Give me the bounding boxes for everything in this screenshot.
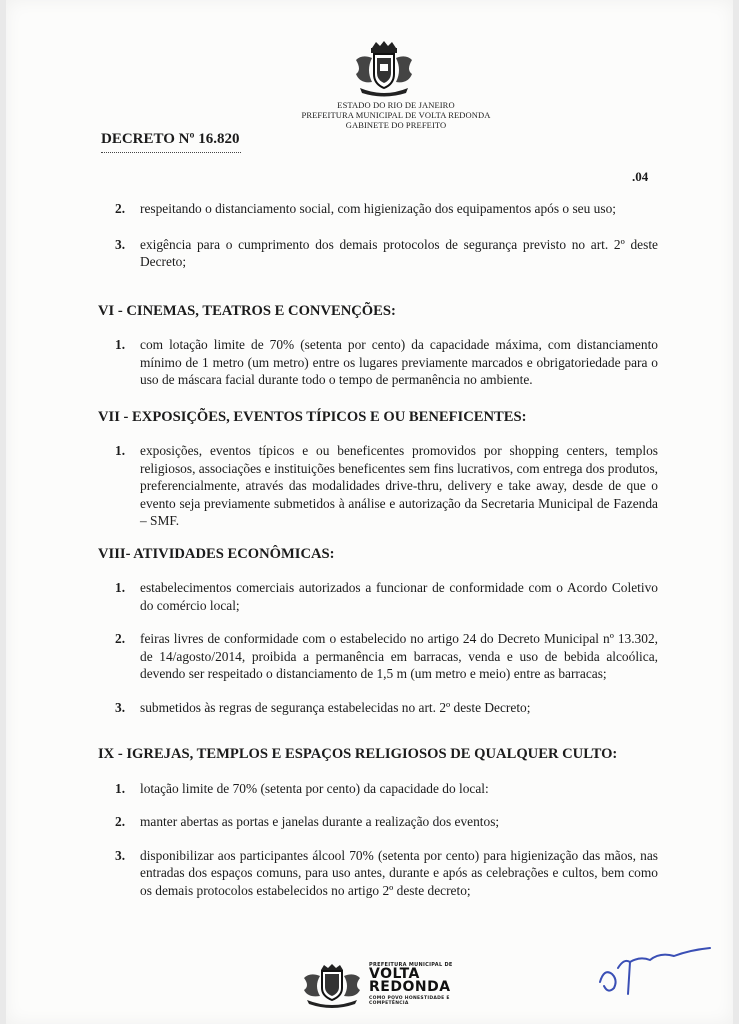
letterhead (246, 100, 546, 130)
item-text: feiras livres de conformidade com o estabelecido no artigo 24 do Decreto Municipal nº 13.302, de 14/agosto/2014, proibida a permanência em barracas, venda e uso de bebida alcoólica, devendo ser respeitado o distanciamento de 1,5 m (um metro e meio) entre as barracas; (140, 631, 658, 681)
item-text: lotação limite de 70% (setenta por cento) da capacidade do local: (140, 780, 489, 796)
footer-redonda: REDONDA (369, 979, 451, 995)
footer-small-top: PREFEITURA MUNICIPAL DE (369, 962, 453, 968)
section-heading-vi: VI - CINEMAS, TEATROS E CONVENÇÕES: (98, 302, 396, 319)
footer-volta: VOLTA (369, 966, 420, 982)
item-text: manter abertas as portas e janelas durante a realização dos eventos; (140, 814, 500, 829)
letterhead-prefecture: PREFEITURA MUNICIPAL DE VOLTA REDONDA (301, 110, 491, 120)
item-text: exposições, eventos típicos e ou beneficentes promovidos por shopping centers, templos religiosos, associações e instituições beneficentes sem fins lucrativos, com entrega dos produtos, preferencialmente, através das modalidades drive-thru, delivery e take away, desde de que o evento seja previamente submetidos à análise e autorização da Secretaria Municipal de Fazenda – SMF. (140, 443, 658, 528)
letterhead-office: GABINETE DO PREFEITO (345, 120, 447, 130)
list-item (98, 200, 658, 218)
list-item (98, 579, 658, 614)
item-number: 1. (115, 337, 126, 352)
item-number: 3. (115, 699, 126, 715)
list-item (98, 813, 658, 831)
list-item (98, 780, 658, 798)
item-number: 1. (115, 443, 126, 458)
coat-of-arms-icon (352, 40, 416, 98)
list-item (98, 236, 658, 271)
section-heading-viii: VIII- ATIVIDADES ECONÔMICAS: (98, 545, 335, 562)
item-text: submetidos às regras de segurança estabelecidas no art. 2º deste Decreto; (140, 699, 531, 715)
footer-crest-icon (301, 964, 363, 1008)
item-number: 3. (115, 236, 126, 252)
list-item (98, 336, 658, 389)
item-text: disponibilizar aos participantes álcool 70% (setenta por cento) para higienização das mãos, nas entradas dos espaços comuns, para uso antes, durante e após as celebrações e cultos, bem como os demais protocolos estabelecidos no artigo 2º deste decreto; (140, 847, 658, 898)
item-number: 3. (115, 847, 126, 863)
list-item (98, 442, 658, 530)
item-number: 2. (115, 201, 126, 216)
list-item (98, 699, 658, 717)
decree-title: DECRETO Nº 16.820 (101, 131, 240, 147)
page-number: .04 (632, 169, 649, 184)
section-heading-ix: IX - IGREJAS, TEMPLOS E ESPAÇOS RELIGIOSOS DE QUALQUER CULTO: (98, 746, 618, 762)
signature-icon (594, 938, 714, 998)
footer-tagline: COMO POVO HONESTIDADE E COMPETÊNCIA (369, 996, 450, 1006)
item-text: respeitando o distanciamento social, com higienização dos equipamentos após o seu uso; (140, 201, 616, 216)
document-page (6, 0, 733, 1024)
list-item (98, 630, 658, 683)
decree-title-underline (101, 152, 241, 153)
item-text: exigência para o cumprimento dos demais protocolos de segurança previsto no art. 2º deste Decreto; (140, 236, 658, 269)
item-number: 2. (115, 814, 126, 829)
list-item (98, 847, 658, 900)
item-text: estabelecimentos comerciais autorizados a funcionar de conformidade com o Acordo Coletivo do comércio local; (140, 580, 658, 613)
decree-body (98, 200, 658, 899)
item-number: 1. (115, 580, 126, 595)
item-number: 1. (115, 780, 126, 796)
section-heading-vii: VII - EXPOSIÇÕES, EVENTOS TÍPICOS E OU BENEFICENTES: (98, 408, 527, 425)
letterhead-state: ESTADO DO RIO DE JANEIRO (337, 100, 455, 110)
item-number: 2. (115, 631, 126, 646)
footer-wordmark (369, 962, 487, 1006)
item-text: com lotação limite de 70% (setenta por cento) da capacidade máxima, com distanciamento mínimo de 1 metro (um metro) entre os lugares previamente marcados e obrigatoriedade para o uso de máscara facial durante todo o tempo de permanência no ambiente. (140, 337, 658, 387)
footer-logo (301, 962, 486, 1012)
